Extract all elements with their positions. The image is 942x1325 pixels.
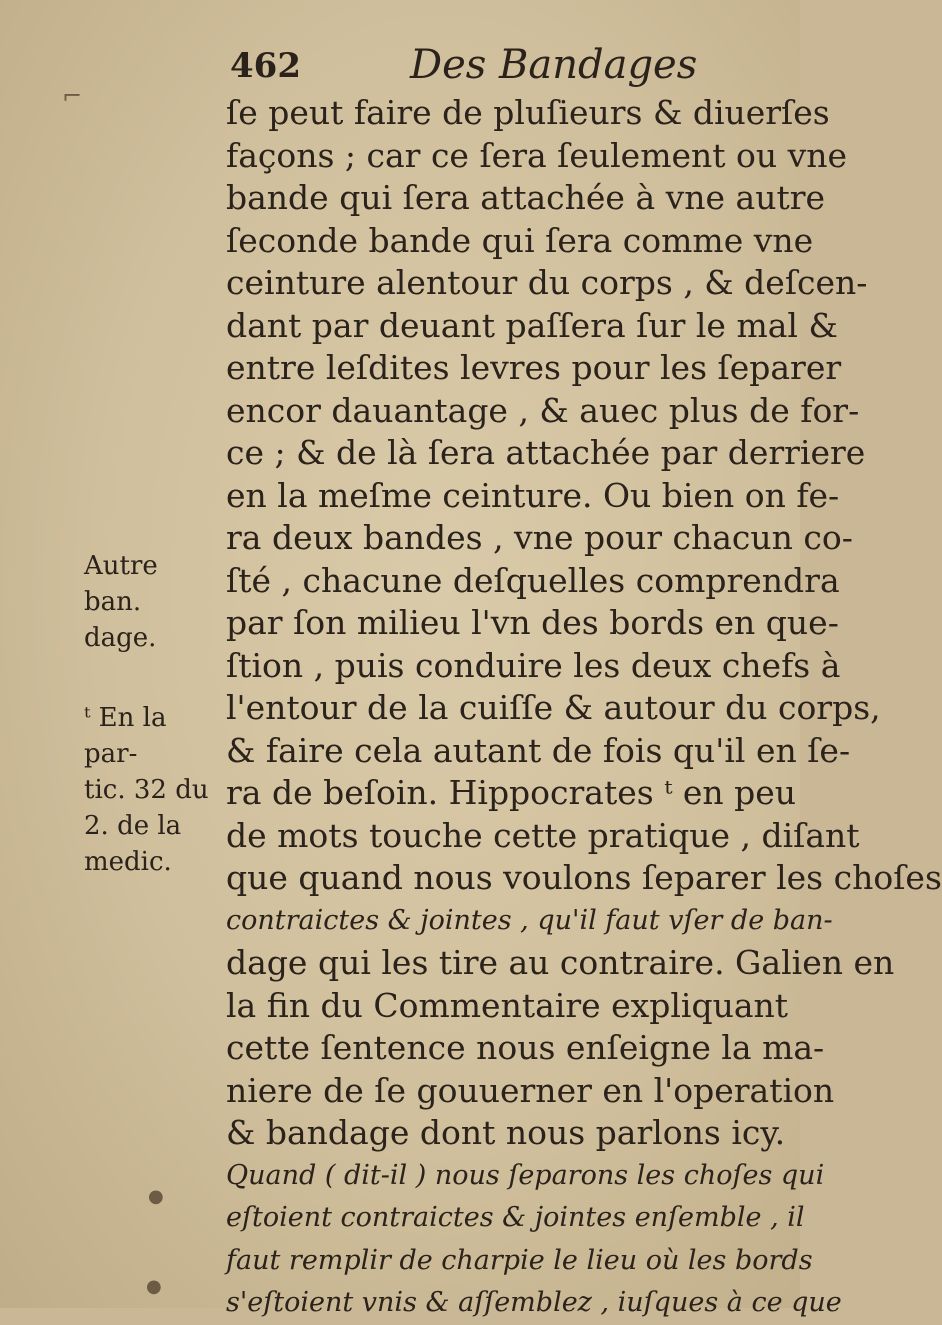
text-line: Quand ( dit-il ) nous ſeparons les choſes qui [226, 1159, 825, 1191]
text-line: ra deux bandes , vne pour chacun co- [226, 518, 853, 557]
margin-note-line: tic. 32 du [84, 775, 209, 805]
page-number: 462 [230, 46, 301, 86]
text-line: bande qui ſera attachée à vne autre [226, 178, 826, 217]
text-line: entre leſdites levres pour les ſeparer [226, 348, 842, 387]
text-line: ſe peut faire de pluſieurs & diuerſes [226, 93, 830, 132]
running-title: Des Bandages [410, 42, 698, 88]
margin-note-line: dage. [84, 623, 157, 653]
margin-note-reference [84, 700, 219, 880]
text-line: & faire cela autant de fois qu'il en ſe- [226, 730, 851, 770]
text-line: que quand nous voulons ſeparer les choſes [226, 858, 942, 897]
text-line: par ſon milieu l'vn des bords en que- [226, 603, 839, 642]
text-line: ceinture alentour du corps , & deſcen- [226, 263, 868, 302]
text-line: la fin du Commentaire expliquant [226, 985, 789, 1025]
text-line: s'eſtoient vnis & aſſemblez , iuſques à ce que [226, 1287, 842, 1318]
text-line: ſté , chacune deſquelles comprendra [226, 560, 840, 600]
text-line: dant par deuant paſſera ſur le mal & [226, 305, 838, 345]
text-line: ce ; & de là ſera attachée par derriere [226, 433, 866, 472]
margin-note-line: 2. de la [84, 811, 182, 841]
text-line: faut remplir de charpie le lieu où les bords [226, 1244, 813, 1276]
text-line: dage qui les tire au contraire. Galien en [226, 943, 895, 982]
page-header [0, 42, 800, 92]
text-line: & bandage dont nous parlons icy. [226, 1113, 786, 1152]
text-line: ra de beſoin. Hippocrates ᵗ en peu [226, 773, 797, 812]
text-line: ſeconde bande qui ſera comme vne [226, 220, 814, 260]
margin-mark: ⌐ [62, 82, 83, 110]
page-speck: ● [148, 1186, 164, 1207]
text-line: de mots touche cette pratique , diſant [226, 815, 860, 855]
margin-note-autre-bandage [84, 548, 219, 656]
text-line: niere de ſe gouuerner en l'operation [226, 1070, 835, 1110]
text-line: en la meſme ceinture. Ou bien on fe- [226, 475, 840, 515]
margin-note-line: medic. [84, 847, 172, 877]
text-line: contraictes & jointes , qu'il faut vſer de ban- [226, 904, 833, 936]
text-line: cette ſentence nous enſeigne la ma- [226, 1028, 825, 1067]
page-speck: ● [146, 1276, 162, 1297]
text-line: ſtion , puis conduire les deux chefs à [226, 645, 841, 685]
main-text [226, 92, 942, 1325]
text-line: eſtoient contraictes & jointes enſemble , il [226, 1202, 805, 1233]
text-line: l'entour de la cuiſſe & autour du corps, [226, 688, 881, 727]
text-line: encor dauantage , & auec plus de for- [226, 390, 860, 430]
margin-note-line: ᵗ En la par- [84, 703, 167, 769]
margin-note-line: Autre ban. [84, 551, 158, 617]
text-line: façons ; car ce ſera ſeulement ou vne [226, 135, 848, 175]
